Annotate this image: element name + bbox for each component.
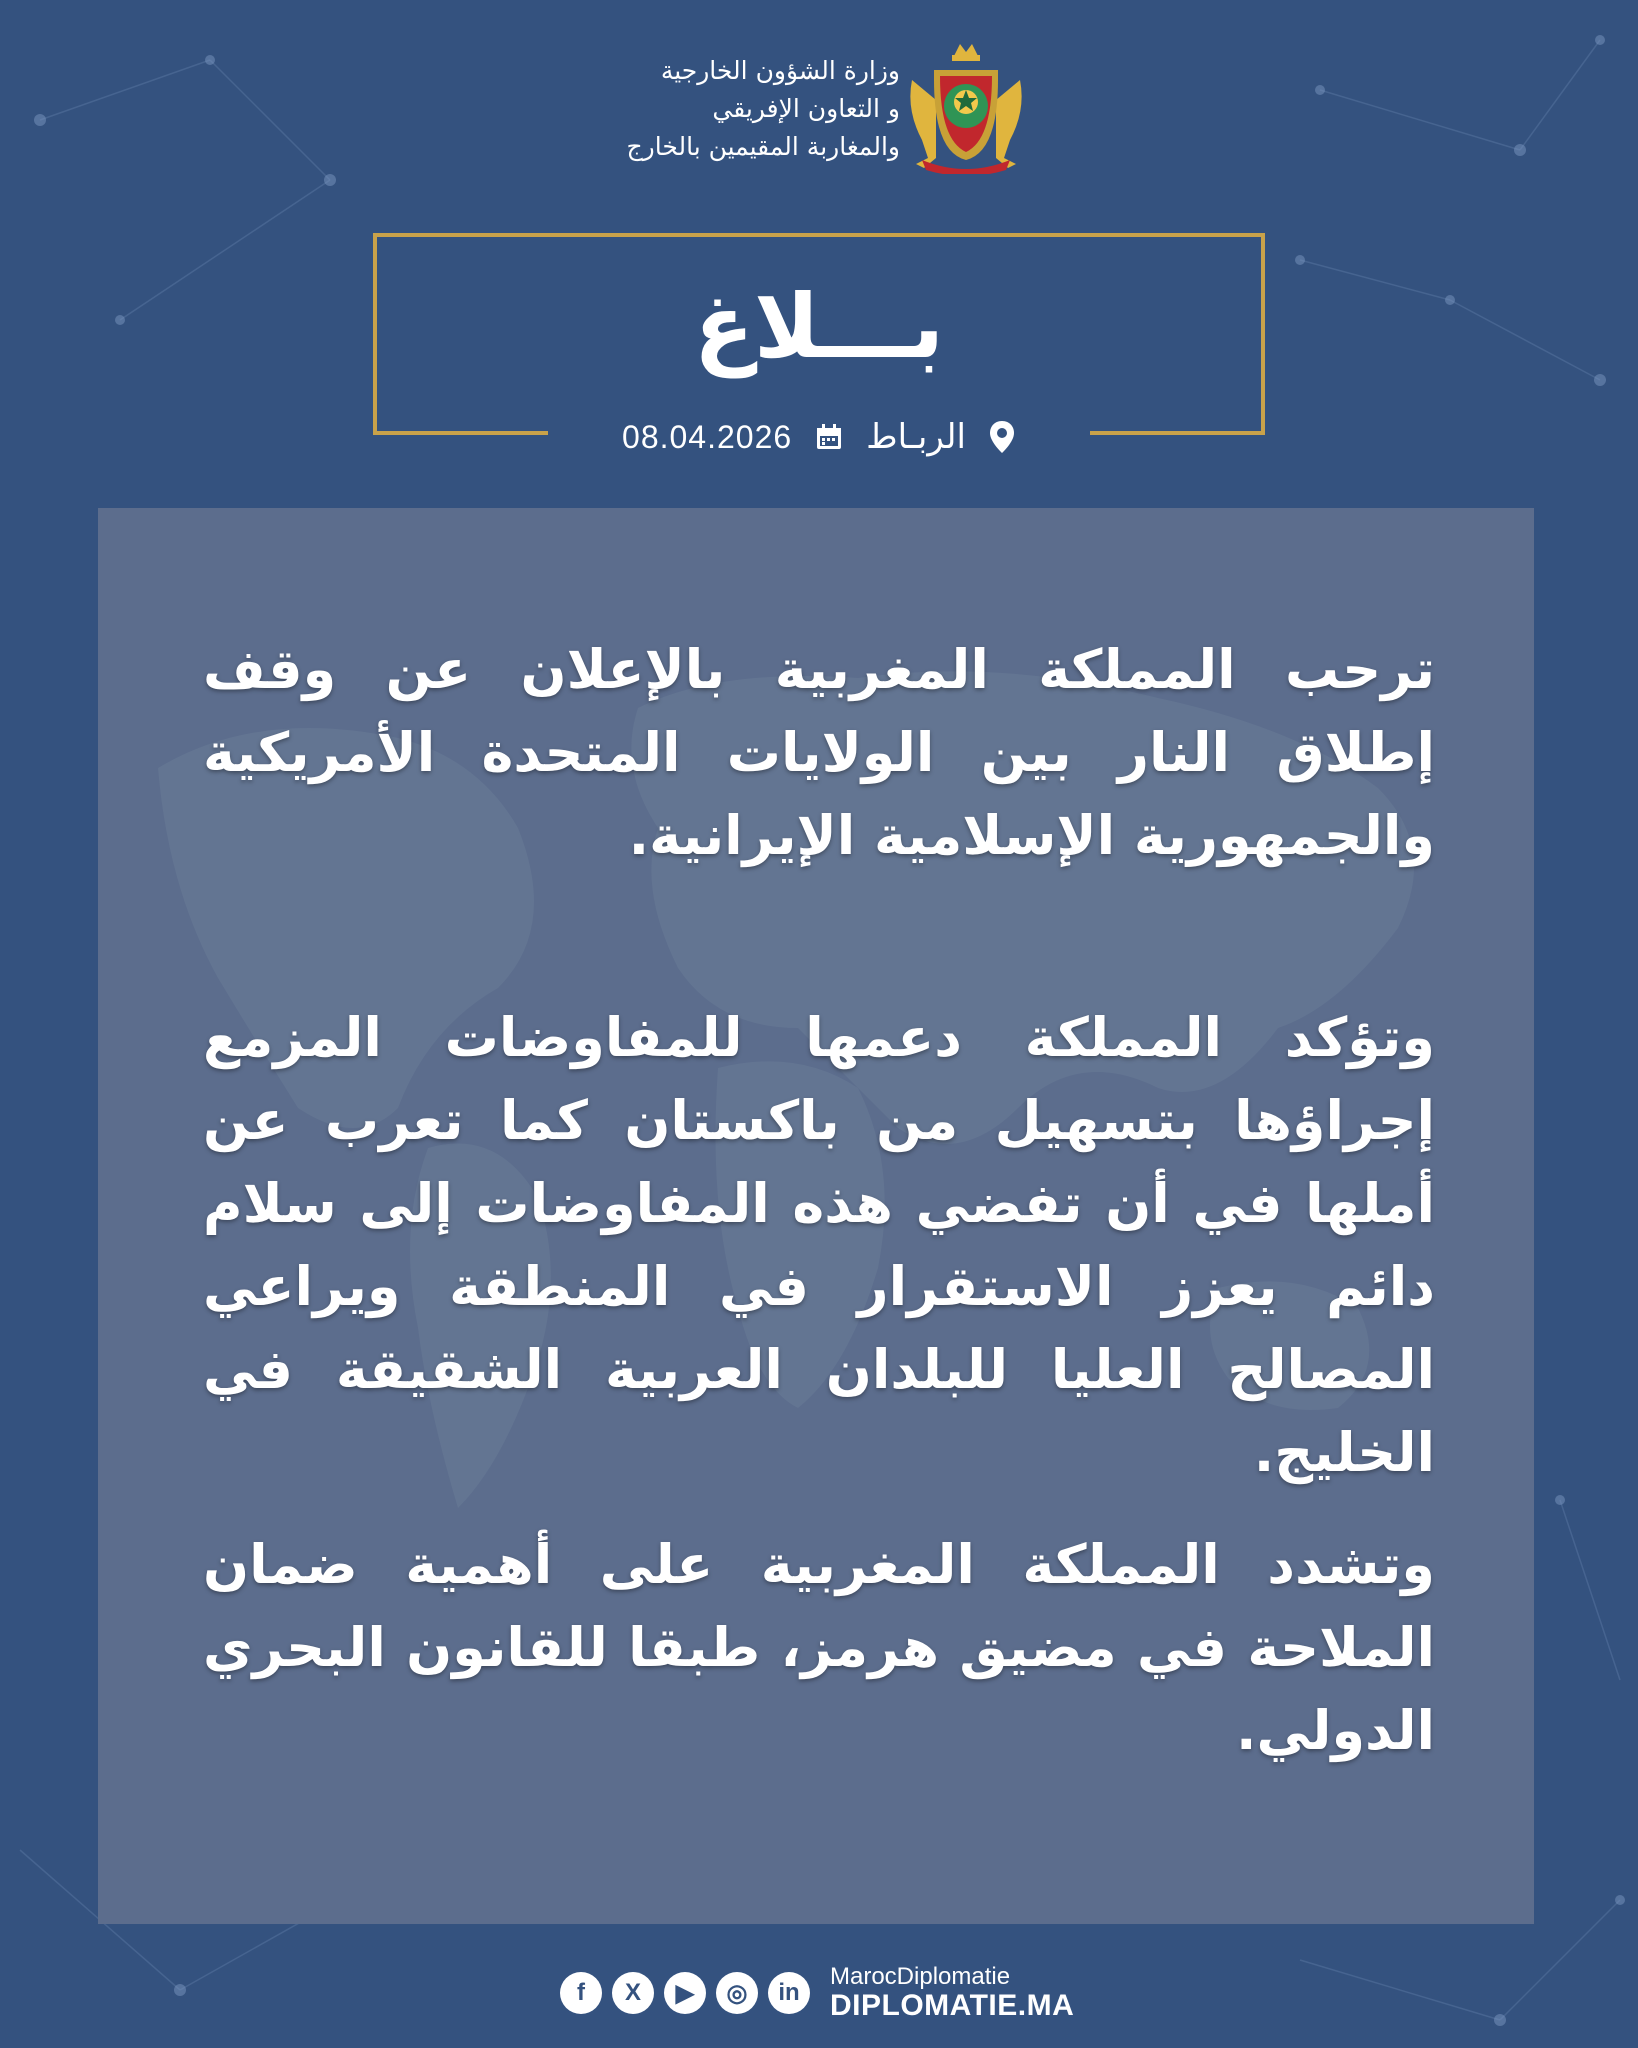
ministry-line-2: و التعاون الإفريقي	[712, 94, 900, 123]
title-frame	[373, 233, 1265, 435]
page-title: بـــلاغ	[693, 275, 945, 378]
location-pin-icon	[988, 420, 1016, 454]
calendar-icon	[814, 422, 844, 452]
date-text: 08.04.2026	[622, 418, 793, 455]
statement-panel	[98, 508, 1534, 1924]
instagram-icon[interactable]: ◎	[716, 1972, 758, 2014]
footer-social-bar	[560, 1958, 1074, 2028]
paragraph-3: وتشدد المملكة المغربية على أهمية ضمان الملاحة في مضيق هرمز، طبقا للقانون البحري الدولي.	[203, 1533, 1435, 1762]
website-link[interactable]: DIPLOMATIE.MA	[830, 1989, 1075, 2022]
social-handle: MarocDiplomatie	[830, 1963, 1011, 1990]
ministry-line-1: وزارة الشؤون الخارجية	[660, 56, 900, 85]
paragraph-2: وتؤكد المملكة دعمها للمفاوضات المزمع إجراؤها بتسهيل من باكستان كما تعرب عن أملها في أن تفضي هذه المفاوضات إلى سلام دائم يعزز الاستقرار في المنطقة ويراعي المصالح العليا للبلدان العربية الشقيقة في الخليج.	[203, 1006, 1435, 1484]
footer-text	[830, 1964, 1074, 2022]
ministry-name	[600, 52, 900, 166]
linkedin-icon[interactable]: in	[768, 1972, 810, 2014]
city-text: الربـاط	[866, 417, 966, 457]
ministry-line-3: والمغاربة المقيمين بالخارج	[626, 132, 900, 161]
facebook-icon[interactable]: f	[560, 1972, 602, 2014]
date-location-row	[548, 418, 1090, 456]
paragraph-1: ترحب المملكة المغربية بالإعلان عن وقف إطلاق النار بين الولايات المتحدة الأمريكية والجمهورية الإسلامية الإيرانية.	[203, 638, 1435, 867]
moroccan-coat-of-arms-icon	[902, 40, 1030, 174]
youtube-icon[interactable]: ▶	[664, 1972, 706, 2014]
x-icon[interactable]: X	[612, 1972, 654, 2014]
